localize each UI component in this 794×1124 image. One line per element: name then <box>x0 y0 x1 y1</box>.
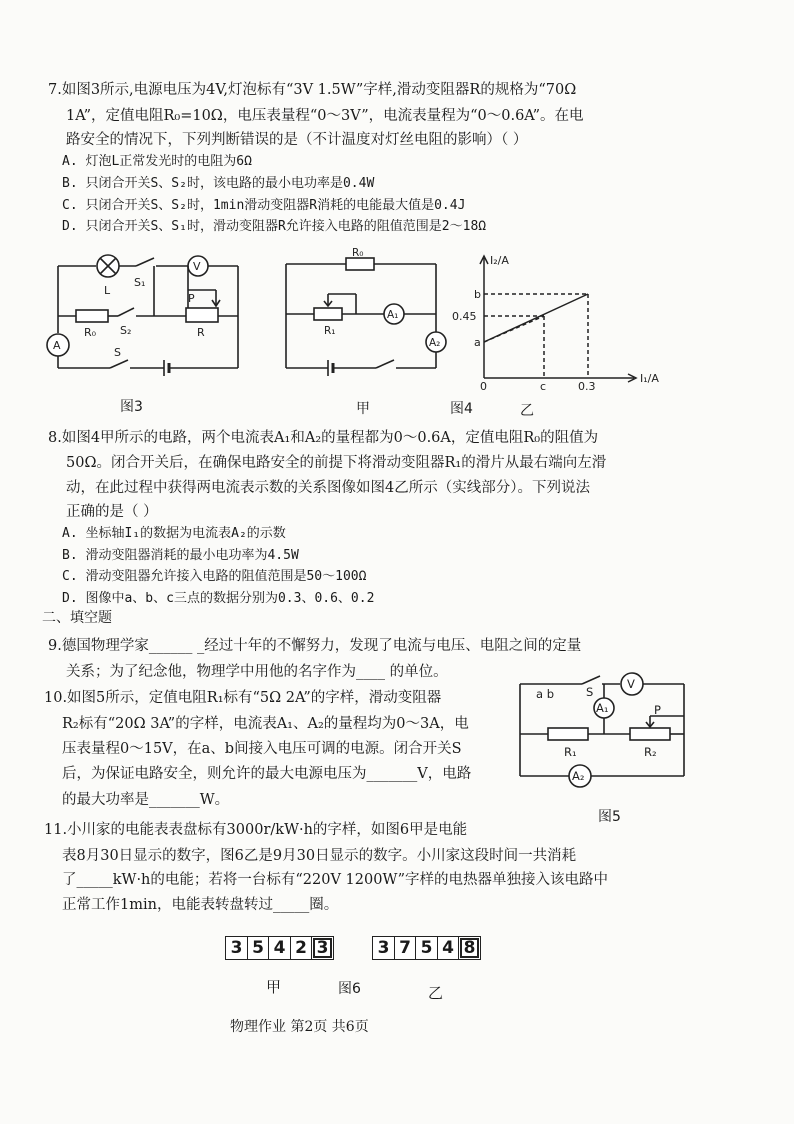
figure-6-caption: 图6 <box>338 981 361 997</box>
fig4-r1-label: R₁ <box>324 325 336 337</box>
meter-yi-digit: 7 <box>394 936 417 960</box>
graph-tick-045: 0.45 <box>452 310 477 323</box>
q7-line-3: 路安全的情况下，下列判断错误的是（不计温度对灯丝电阻的影响）（ ） <box>66 132 528 148</box>
q8-option-d: D. 图像中a、b、c三点的数据分别为0.3、0.6、0.2 <box>62 591 375 606</box>
q11-line-1: 11.小川家的电能表表盘标有3000r/kW·h的字样，如图6甲是电能 <box>44 822 468 838</box>
q7-option-b: B. 只闭合开关S、S₂时，该电路的最小电功率是0.4W <box>62 176 375 191</box>
fig5-voltmeter-label: V <box>627 677 635 691</box>
q8-line-1: 8.如图4甲所示的电路，两个电流表A₁和A₂的量程都为0～0.6A，定值电阻R₀的阻值为 <box>48 430 599 446</box>
q8-option-c: C. 滑动变阻器允许接入电路的阻值范围是50～100Ω <box>62 569 367 584</box>
q10-line-3: 压表量程0～15V，在a、b间接入电压可调的电源。闭合开关S <box>62 741 462 757</box>
section-2-heading: 二、填空题 <box>42 610 112 626</box>
figure-4-circuit <box>276 247 456 380</box>
meter-jia-digit: 4 <box>268 936 291 960</box>
q11-line-2: 表8月30日显示的数字，图6乙是9月30日显示的数字。小川家这段时间一共消耗 <box>62 848 577 864</box>
q7-line-2: 1A”，定值电阻R₀=10Ω，电压表量程“0～3V”，电流表量程为“0～0.6A”。在电 <box>66 108 584 124</box>
q10-line-5: 的最大功率是_______W。 <box>62 792 230 808</box>
graph-y-axis-label: I₂/A <box>490 254 509 267</box>
q7-option-d: D. 只闭合开关S、S₁时，滑动变阻器R允许接入电路的阻值范围是2～18Ω <box>62 219 487 234</box>
meter-yi-digit: 8 <box>458 936 481 960</box>
fig3-r0-label: R₀ <box>84 326 97 339</box>
fig3-ammeter-label: A <box>53 339 61 352</box>
figure-3-caption: 图3 <box>120 399 143 415</box>
meter-jia-digit: 5 <box>247 936 270 960</box>
fig3-lamp-label: L <box>104 284 111 297</box>
graph-point-b: b <box>474 288 481 301</box>
meter-jia-digit: 3 <box>311 936 334 960</box>
q9-line-1: 9.德国物理学家______ _经过十年的不懈努力，发现了电流与电压、电阻之间的定量 <box>48 638 582 654</box>
fig5-r2-label: R₂ <box>644 745 657 759</box>
figure-3-circuit <box>38 250 250 420</box>
fig3-s2-label: S₂ <box>120 324 132 337</box>
q7-line-1: 7.如图3所示,电源电压为4V,灯泡标有“3V 1.5W”字样,滑动变阻器R的规格为“70Ω <box>48 82 577 98</box>
q7-option-c: C. 只闭合开关S、S₂时，1min滑动变阻器R消耗的电能最大值是0.4J <box>62 198 466 213</box>
figure-4-jia-label: 甲 <box>356 401 370 417</box>
meter-yi-display <box>372 936 480 960</box>
fig5-a2-label: A₂ <box>572 769 585 783</box>
figure-4-yi-label: 乙 <box>520 403 534 419</box>
graph-point-c: c <box>540 380 547 393</box>
graph-x-axis-label: I₁/A <box>640 372 659 385</box>
meter-yi-digit: 3 <box>372 936 395 960</box>
fig3-s1-label: S₁ <box>134 276 146 289</box>
fig3-slider-label: P <box>188 292 195 305</box>
fig5-ab-label: a b <box>536 687 555 701</box>
fig5-r1-label: R₁ <box>564 745 577 759</box>
figure-6-jia-label: 甲 <box>266 978 282 996</box>
fig4-a1-label: A₁ <box>387 309 399 321</box>
figure-4-caption: 图4 <box>450 401 473 417</box>
q8-line-4: 正确的是（ ） <box>66 504 158 520</box>
q8-option-b: B. 滑动变阻器消耗的最小电功率为4.5W <box>62 548 299 563</box>
figure-5-caption: 图5 <box>598 809 621 825</box>
q10-line-1: 10.如图5所示，定值电阻R₁标有“5Ω 2A”的字样，滑动变阻器 <box>44 690 442 706</box>
fig5-switch-label: S <box>586 685 594 699</box>
meter-jia-display <box>225 936 333 960</box>
fig3-voltmeter-label: V <box>193 260 201 273</box>
q8-option-a: A. 坐标轴I₁的数据为电流表A₂的示数 <box>62 526 286 541</box>
meter-yi-digit: 4 <box>437 936 460 960</box>
meter-jia-digit: 3 <box>225 936 248 960</box>
figure-6-yi-label: 乙 <box>428 984 444 1002</box>
page-footer: 物理作业 第2页 共6页 <box>230 1019 369 1035</box>
graph-origin: 0 <box>480 380 487 393</box>
graph-tick-03: 0.3 <box>578 380 596 393</box>
q11-line-4: 正常工作1min，电能表转盘转过_____圈。 <box>62 897 339 913</box>
q10-line-2: R₂标有“20Ω 3A”的字样，电流表A₁、A₂的量程均为0～3A，电 <box>62 716 469 732</box>
graph-point-a: a <box>474 336 481 349</box>
q8-line-3: 动，在此过程中获得两电流表示数的关系图像如图4乙所示（实线部分）。下列说法 <box>66 480 590 496</box>
fig5-a1-label: A₁ <box>596 701 609 715</box>
fig3-rheostat-label: R <box>197 326 205 339</box>
q10-line-4: 后，为保证电路安全，则允许的最大电源电压为_______V，电路 <box>62 766 472 782</box>
fig3-s-label: S <box>114 346 121 359</box>
fig4-r0-label: R₀ <box>352 247 364 259</box>
q11-line-3: 了_____kW·h的电能；若将一台标有“220V 1200W”字样的电热器单独接入该电路中 <box>62 872 609 888</box>
fig4-a2-label: A₂ <box>429 337 441 349</box>
figure-4-graph <box>452 250 684 393</box>
figure-5-circuit <box>512 664 692 802</box>
q8-line-2: 50Ω。闭合开关后，在确保电路安全的前提下将滑动变阻器R₁的滑片从最右端向左滑 <box>66 455 607 471</box>
meter-jia-digit: 2 <box>290 936 313 960</box>
q9-line-2: 关系；为了纪念他，物理学中用他的名字作为____ 的单位。 <box>66 664 448 680</box>
meter-yi-digit: 5 <box>415 936 438 960</box>
fig5-slider-label: P <box>654 703 661 717</box>
q7-option-a: A. 灯泡L正常发光时的电阻为6Ω <box>62 154 252 169</box>
